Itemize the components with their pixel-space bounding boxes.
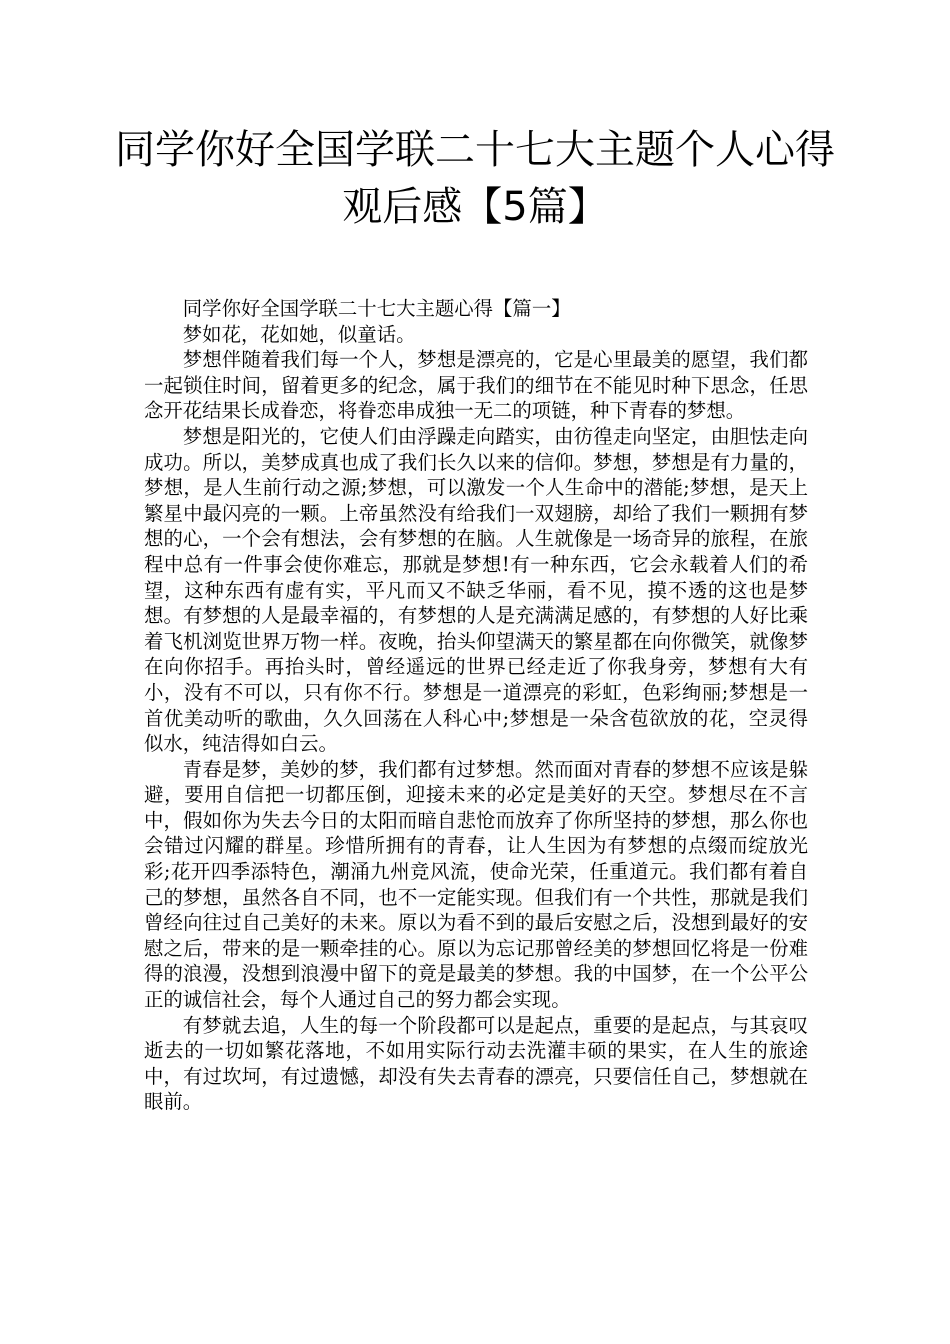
paragraph: 梦想是阳光的，它使人们由浮躁走向踏实，由彷徨走向坚定，由胆怯走向成功。所以，美梦成真也成了我们长久以来的信仰。梦想，梦想是有力量的，梦想，是人生前行动之源;梦想，可以激发一个人生命中的潜能;梦想，是天上繁星中最闪亮的一颗。上帝虽然没有给我们一双翅膀，却给了我们一颗拥有梦想的心，一个会有想法，会有梦想的在脑。人生就像是一场奇异的旅程，在旅程中总有一件事会使你难忘，那就是梦想!有一种东西，它会永载着人们的希望，这种东西有虚有实，平凡而又不缺乏华丽，看不见，摸不透的这也是梦想。有梦想的人是最幸福的，有梦想的人是充满满足感的，有梦想的人好比乘着飞机浏览世界万物一样。夜晚，抬头仰望满天的繁星都在向你微笑，就像梦在向你招手。再抬头时，曾经遥远的世界已经走近了你我身旁，梦想有大有小，没有不可以，只有你不行。梦想是一道漂亮的彩虹，色彩绚丽;梦想是一首优美动听的歌曲，久久回荡在人科心中;梦想是一朵含苞欲放的花，空灵得似水，纯洁得如白云。 bbox=[144, 424, 808, 756]
section-heading: 同学你好全国学联二十七大主题心得【篇一】 bbox=[182, 297, 571, 320]
document-title: 同学你好全国学联二十七大主题个人心得观后感【5篇】 bbox=[115, 127, 835, 230]
paragraph: 有梦就去追，人生的每一个阶段都可以是起点，重要的是起点，与其哀叹逝去的一切如繁花落地，不如用实际行动去洗灌丰硕的果实，在人生的旅途中，有过坎坷，有过遗憾，却没有失去青春的漂亮，只要信任自己，梦想就在眼前。 bbox=[144, 1013, 808, 1114]
paragraph: 梦如花，花如她，似童话。 bbox=[182, 322, 416, 346]
document-body bbox=[144, 296, 808, 1115]
paragraph: 梦想伴随着我们每一个人，梦想是漂亮的，它是心里最美的愿望，我们都一起锁住时间，留着更多的纪念，属于我们的细节在不能见时种下思念，任思念开花结果长成眷恋，将眷恋串成独一无二的项链，种下青春的梦想。 bbox=[144, 348, 808, 423]
paragraph: 青春是梦，美妙的梦，我们都有过梦想。然而面对青春的梦想不应该是躲避，要用自信把一切都压倒，迎接未来的必定是美好的天空。梦想尽在不言中，假如你为失去今日的太阳而暗自悲怆而放弃了你所坚持的梦想，那么你也会错过闪耀的群星。珍惜所拥有的青春，让人生因为有梦想的点缀而绽放光彩;花开四季添特色，潮涌九州竞风流，使命光荣，任重道元。我们都有着自己的梦想，虽然各自不同，也不一定能实现。但我们有一个共性，那就是我们曾经向往过自己美好的未来。原以为看不到的最后安慰之后，没想到最好的安慰之后，带来的是一颗牵挂的心。原以为忘记那曾经美的梦想回忆将是一份难得的浪漫，没想到浪漫中留下的竟是最美的梦想。我的中国梦，在一个公平公正的诚信社会，每个人通过自己的努力都会实现。 bbox=[144, 757, 808, 1012]
